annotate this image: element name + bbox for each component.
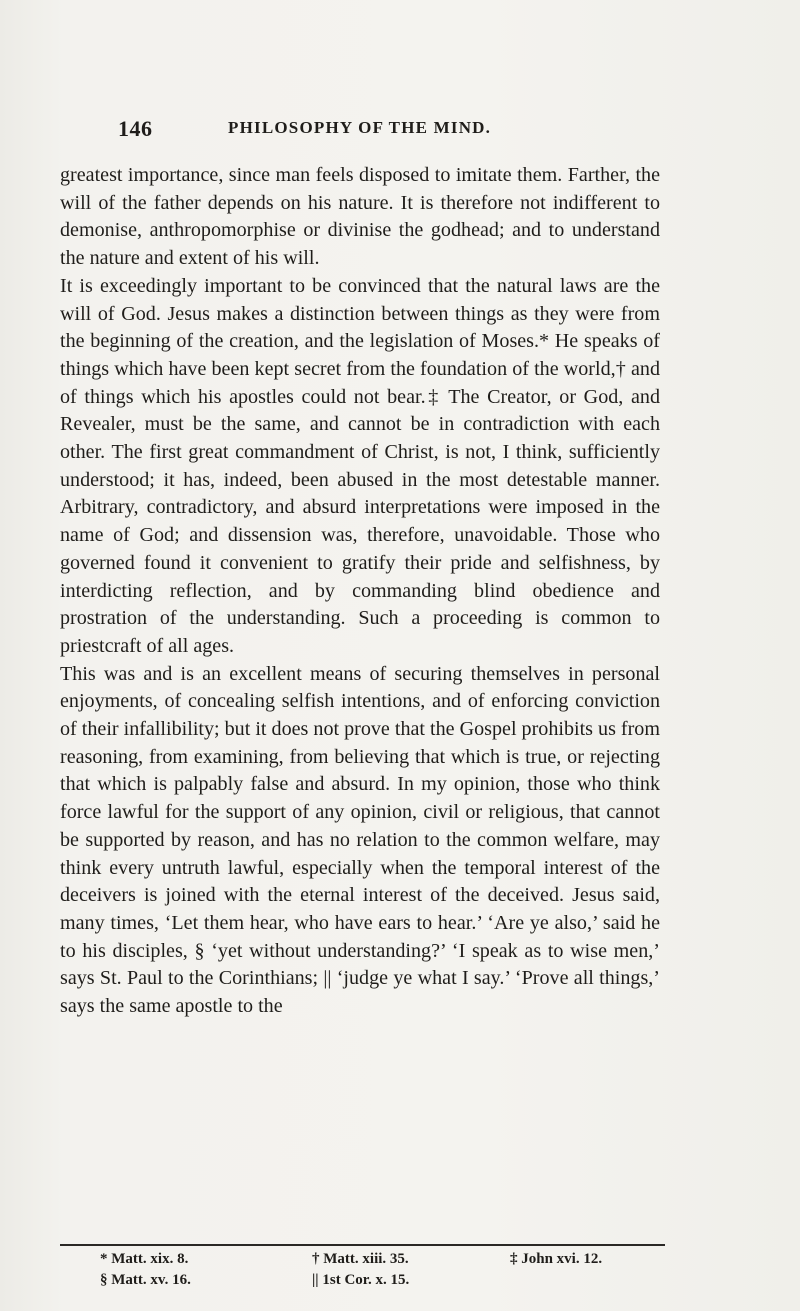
footnote: ‡ John xvi. 12. (510, 1251, 603, 1267)
paragraph: greatest importance, since man feels disposed to imitate them. Farther, the will of the father depends on his nature. It is therefore not indifferent to demonise, anthropomorphise or divinise the godhead; and to understand the nature and extent of his will. (60, 164, 660, 270)
footnote: † Matt. xiii. 35. (312, 1251, 409, 1267)
body-text (60, 162, 660, 1021)
footnote-rule (60, 1244, 665, 1246)
running-title: PHILOSOPHY OF THE MIND. (228, 118, 492, 137)
footnote: § Matt. xv. 16. (100, 1272, 191, 1288)
running-head (118, 116, 678, 142)
page-number: 146 (118, 116, 153, 141)
paragraph: This was and is an excellent means of securing themselves in personal enjoyments, of concealing selfish intentions, and of enforcing conviction of their infallibility; but it does not prove that the Gospel prohibits us from reasoning, from examining, from believing that which is true, or rejecting that which is palpably false and absurd. In my opinion, those who think force lawful for the support of any opinion, civil or religious, that cannot be supported by reason, and has no relation to the common welfare, may think every untruth lawful, especially when the temporal interest of the deceivers is joined with the eternal interest of the deceived. Jesus said, many times, ‘Let them hear, who have ears to hear.’ ‘Are ye also,’ said he to his disciples, § ‘yet without understanding?’ ‘I speak as to wise men,’ says St. Paul to the Corinthians; || ‘judge ye what I say.’ ‘Prove all things,’ says the same apostle to the (60, 662, 660, 1018)
paragraph: It is exceedingly important to be convinced that the natural laws are the will of God. Jesus makes a distinction between things as they were from the beginning of the creation, and the legislation of Moses.* He speaks of things which have been kept secret from the foundation of the world,† and of things which his apostles could not bear.‡ The Creator, or God, and Revealer, must be the same, and cannot be in contradiction with each other. The first great commandment of Christ, is not, I think, sufficiently understood; it has, indeed, been abused in the most detestable manner. Arbitrary, contradictory, and absurd interpretations were imposed in the name of God; and dissension was, therefore, unavoidable. Those who governed found it convenient to gratify their pride and selfishness, by interdicting reflection, and by commanding blind obedience and prostration of the understanding. Such a proceeding is common to priestcraft of all ages. (60, 274, 660, 657)
footnote: || 1st Cor. x. 15. (312, 1272, 410, 1288)
footnote: * Matt. xix. 8. (100, 1251, 189, 1267)
